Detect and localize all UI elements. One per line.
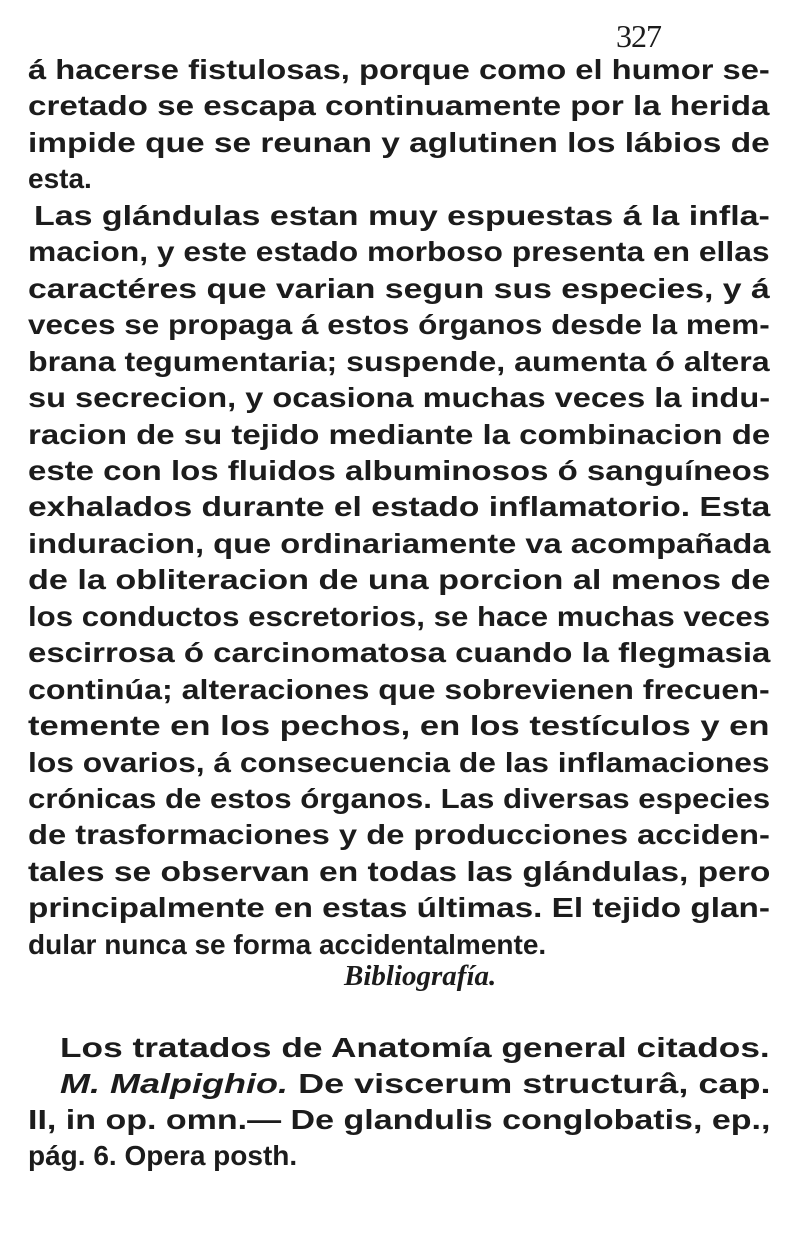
page-number: 327: [616, 18, 661, 54]
body-line: de trasformaciones y de producciones acciden-: [28, 819, 770, 851]
bibliography-entry-malpighi: [60, 1066, 770, 1102]
body-line: induracion, que ordinariamente va acompañada: [28, 527, 771, 559]
body-line: dular nunca se forma accidentalmente.: [28, 928, 547, 960]
body-line: los ovarios, á consecuencia de las inflamaciones: [28, 746, 770, 778]
body-line: crónicas de estos órganos. Las diversas especies: [28, 783, 771, 814]
body-line: Las glándulas estan muy espuestas á la infla-: [34, 199, 770, 231]
bibliography-author: M. Malpighio.: [60, 1068, 289, 1099]
bibliography-title: De viscerum structurâ, cap.: [288, 1068, 771, 1099]
body-line: tales se observan en todas las glándulas, pero: [28, 855, 771, 887]
body-line: macion, y este estado morboso presenta en ellas: [28, 236, 770, 268]
bibliography-entry-general: Los tratados de Anatomía general citados.: [60, 1032, 770, 1063]
body-line: de la obliteracion de una porcion al menos de: [28, 564, 771, 596]
body-line: racion de su tejido mediante la combinacion de: [28, 418, 771, 450]
body-line: veces se propaga á estos órganos desde la mem-: [28, 309, 770, 341]
body-line: esta.: [28, 163, 92, 195]
bibliography-entry-end: pág. 6. Opera posth.: [28, 1140, 298, 1171]
body-line: su secrecion, y ocasiona muchas veces la indu-: [28, 382, 771, 414]
body-line: á hacerse fistulosas, porque como el humor se-: [28, 54, 770, 85]
bibliography-heading: Bibliografía.: [344, 960, 497, 992]
body-line: cretado se escapa continuamente por la herida: [28, 90, 770, 122]
body-line: principalmente en estas últimas. El tejido glan-: [28, 892, 770, 924]
body-line: escirrosa ó carcinomatosa cuando la flegmasia: [28, 637, 771, 669]
body-line: este con los fluidos albuminosos ó sanguíneos: [28, 454, 771, 486]
body-line: temente en los pechos, en los testículos y en: [28, 710, 770, 742]
body-line: los conductos escretorios, se hace muchas veces: [28, 600, 771, 632]
body-line: continúa; alteraciones que sobrevienen frecuen-: [28, 673, 770, 705]
body-line: brana tegumentaria; suspende, aumenta ó altera: [28, 345, 770, 377]
bibliography-entry-continuation: II, in op. omn.— De glandulis conglobatis, ep.,: [28, 1104, 771, 1135]
body-line: impide que se reunan y aglutinen los lábios de: [28, 126, 770, 158]
body-line: caractéres que varian segun sus especies, y á: [28, 272, 770, 304]
body-line: exhalados durante el estado inflamatorio. Esta: [28, 491, 771, 523]
